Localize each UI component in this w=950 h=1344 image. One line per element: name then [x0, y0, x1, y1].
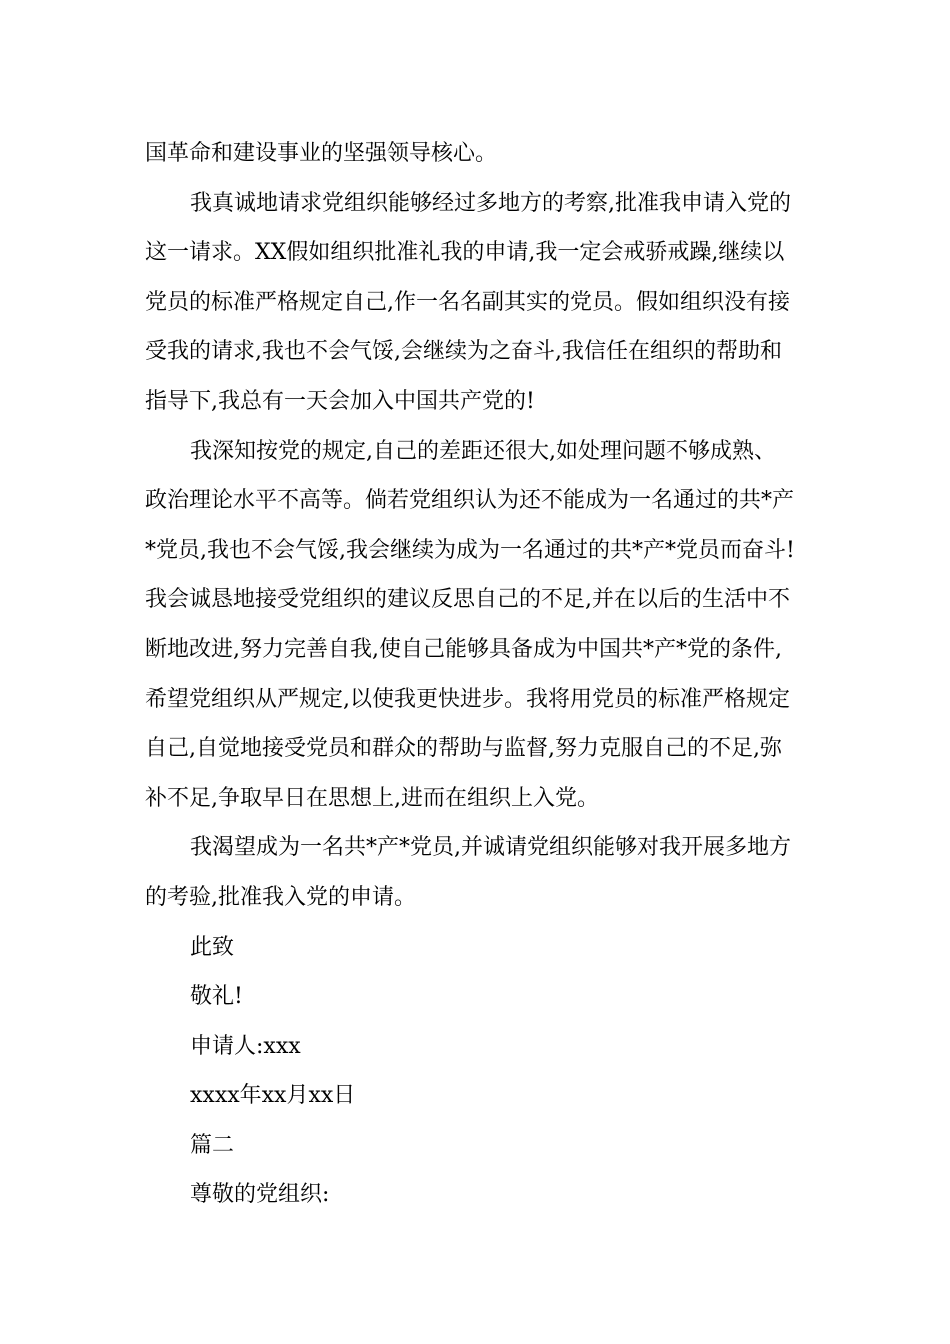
paragraph-line: 的考验,批准我入党的申请。 — [145, 884, 416, 910]
paragraph-line: 自己,自觉地接受党员和群众的帮助与监督,努力克服自己的不足,弥 — [145, 736, 782, 762]
paragraph-line: 我会诚恳地接受党组织的建议反思自己的不足,并在以后的生活中不 — [145, 587, 790, 613]
paragraph-line: 我渴望成为一名共*产*党员,并诚请党组织能够对我开展多地方 — [190, 835, 791, 861]
document-body — [145, 129, 815, 1220]
salutation-line: 敬礼! — [190, 984, 243, 1010]
paragraph-line: 我真诚地请求党组织能够经过多地方的考察,批准我申请入党的 — [190, 190, 791, 216]
paragraph-line: 希望党组织从严规定,以使我更快进步。我将用党员的标准严格规定 — [145, 686, 790, 712]
greeting-line: 尊敬的党组织: — [190, 1182, 330, 1208]
paragraph-line: 我深知按党的规定,自己的差距还很大,如处理问题不够成熟、 — [190, 438, 776, 464]
paragraph-line: 指导下,我总有一天会加入中国共产党的! — [145, 388, 535, 414]
paragraph-line: 补不足,争取早日在思想上,进而在组织上入党。 — [145, 785, 599, 811]
paragraph-line: 政治理论水平不高等。倘若党组织认为还不能成为一名通过的共*产 — [145, 488, 795, 514]
applicant-line: 申请人:xxx — [190, 1033, 301, 1059]
paragraph-line: 受我的请求,我也不会气馁,会继续为之奋斗,我信任在组织的帮助和 — [145, 339, 782, 365]
salutation-line: 此致 — [190, 934, 235, 960]
section-heading: 篇二 — [190, 1132, 235, 1158]
paragraph-line: 断地改进,努力完善自我,使自己能够具备成为中国共*产*党的条件, — [145, 636, 782, 662]
paragraph-line: *党员,我也不会气馁,我会继续为成为一名通过的共*产*党员而奋斗! — [145, 537, 795, 563]
date-line: xxxx年xx月xx日 — [190, 1083, 356, 1109]
paragraph-line: 国革命和建设事业的坚强领导核心。 — [145, 141, 498, 166]
paragraph-line: 这一请求。XX假如组织批准礼我的申请,我一定会戒骄戒躁,继续以 — [145, 240, 785, 266]
paragraph-line: 党员的标准严格规定自己,作一名名副其实的党员。假如组织没有接 — [145, 289, 790, 315]
